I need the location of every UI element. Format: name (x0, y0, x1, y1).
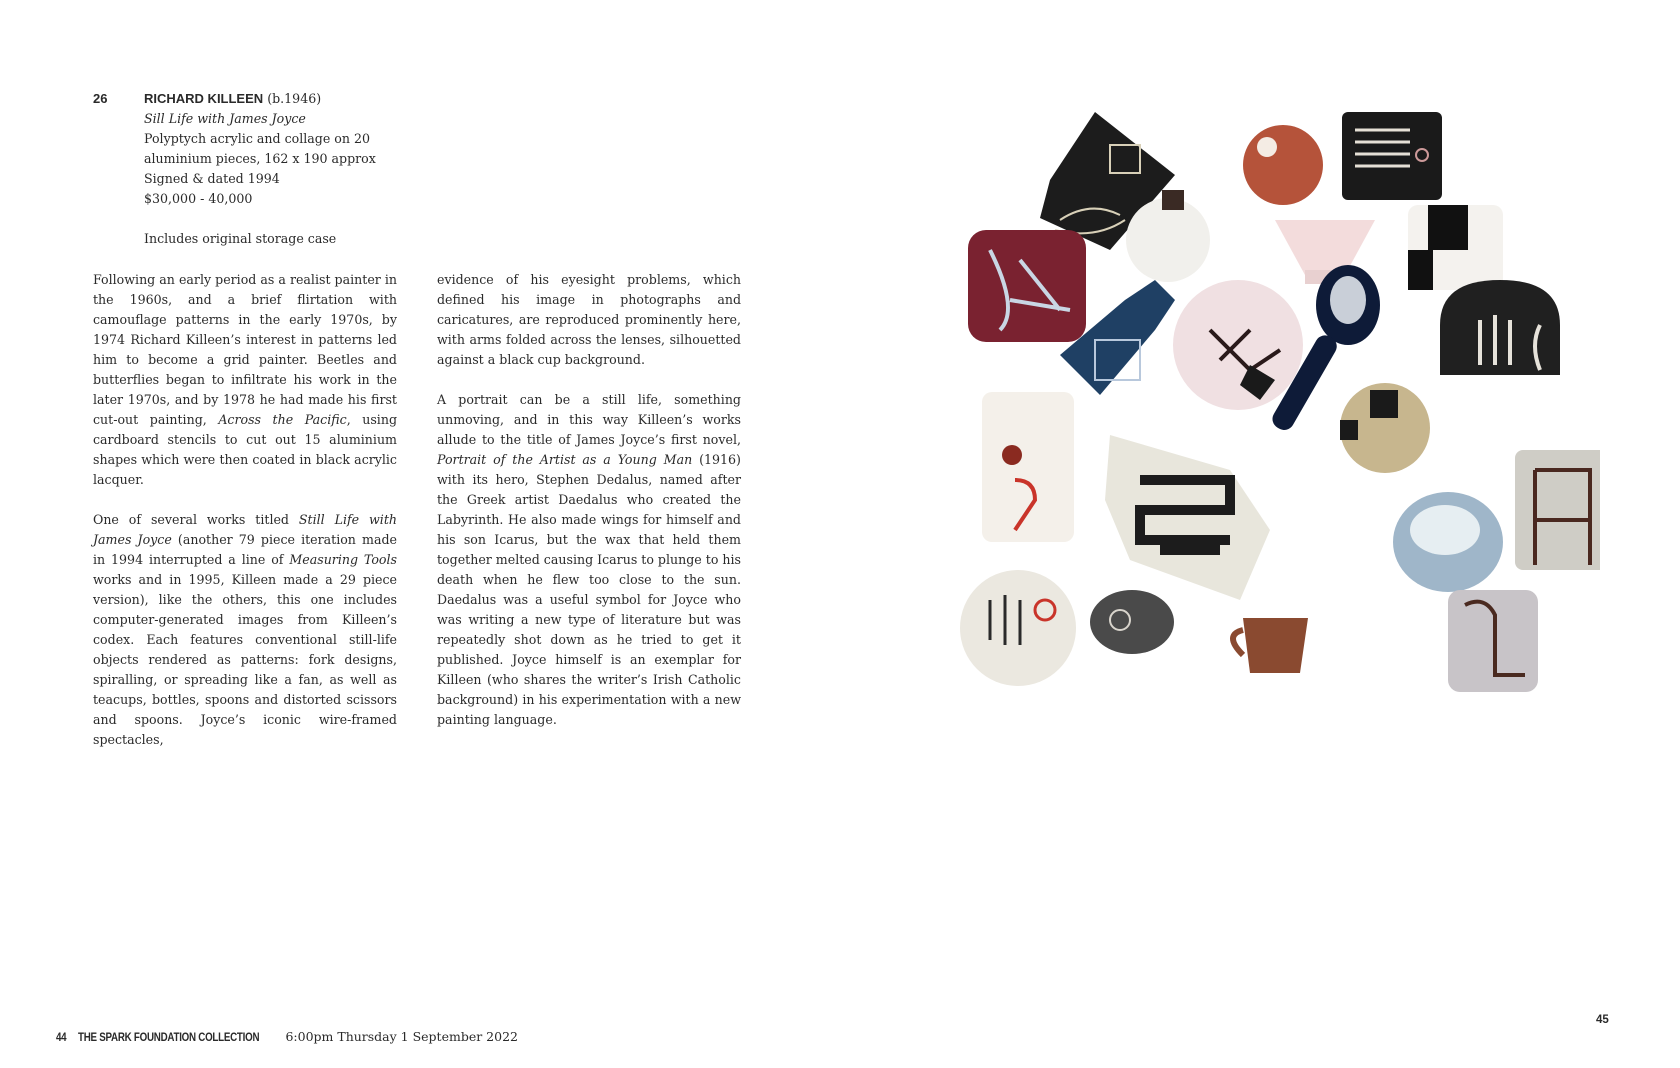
page-number-left: 44 (56, 1032, 67, 1044)
lot-number: 26 (93, 91, 108, 106)
page-number-right: 45 (1596, 1014, 1609, 1026)
essay-column-left (93, 270, 397, 770)
footer-left (56, 1029, 518, 1044)
lot-title: Sill Life with James Joyce (144, 111, 306, 126)
lot-medium-2: aluminium pieces, 162 x 190 approx (144, 151, 376, 166)
lot-details (144, 89, 524, 249)
lot-artist: RICHARD KILLEEN (144, 91, 264, 106)
event-datetime: 6:00pm Thursday 1 September 2022 (285, 1029, 518, 1044)
lot-artist-dates: (b.1946) (267, 91, 322, 106)
lot-medium-1: Polyptych acrylic and collage on 20 (144, 131, 371, 146)
collection-name: THE SPARK FOUNDATION COLLECTION (78, 1032, 260, 1044)
essay-italic: Measuring Tools (289, 552, 397, 567)
lot-estimate: $30,000 - 40,000 (144, 191, 253, 206)
essay-text: Following an early period as a realist painter in the 1960s, and a brief flirtation with camouflage patterns in the early 1970s, by 1974 Richard Killeen’s interest in patterns led him to become a grid painter. Beetles and butterflies began to infiltrate his work in the later 1970s, and by 1978 he had made his first cut-out painting, (93, 272, 397, 427)
essay-text: (1916) with its hero, Stephen Dedalus, named after the Greek artist Daedalus who created the Labyrinth. He also made wings for himself and his son Icarus, but the wax that held them together melted causing Icarus to plunge to his death when he flew too close to the sun. Daedalus was a useful symbol for Joyce who was writing a new type of literature but was repeatedly shot down as he tried to get it published. Joyce himself is an exemplar for Killeen (who shares the writer’s Irish Catholic background) in his experimentation with a new painting language. (437, 452, 742, 727)
essay-italic: Portrait of the Artist as a Young Man (437, 452, 693, 467)
essay-text: works and in 1995, Killeen made a 29 piece version), like the others, this one includes computer-generated images from Killeen’s codex. Each features conventional still-life objects rendered as patterns: fork designs, spiralling, or spreading like a fan, as well as teacups, bottles, spoons and distorted scissors and spoons. Joyce’s iconic wire-framed spectacles, (93, 572, 397, 747)
lot-note: Includes original storage case (144, 231, 337, 246)
essay-text: A portrait can be a still life, something unmoving, and in this way Killeen’s works allude to the title of James Joyce’s first novel, (437, 392, 741, 447)
essay-column-right (437, 270, 741, 750)
essay-text: One of several works titled (93, 512, 289, 527)
lot-signed: Signed & dated 1994 (144, 171, 280, 186)
essay-paragraph-1 (93, 270, 397, 490)
essay-italic: Still Life with James Joyce (93, 512, 398, 547)
lot-artist-line (144, 89, 524, 109)
essay-text: (another 79 piece iteration made in 1994 interrupted a line of (93, 532, 397, 567)
artwork-image (960, 100, 1600, 720)
essay-paragraph-2 (93, 510, 397, 750)
essay-italic: Across the Pacific (218, 412, 347, 427)
essay-text: , using cardboard stencils to cut out 15 aluminium shapes which were then coated in black acrylic lacquer. (93, 412, 398, 487)
essay-paragraph-4 (437, 390, 741, 730)
essay-paragraph-3: evidence of his eyesight problems, which defined his image in photographs and caricatures, are reproduced prominently here, with arms folded across the lenses, silhouetted against a black cup background. (437, 272, 741, 367)
